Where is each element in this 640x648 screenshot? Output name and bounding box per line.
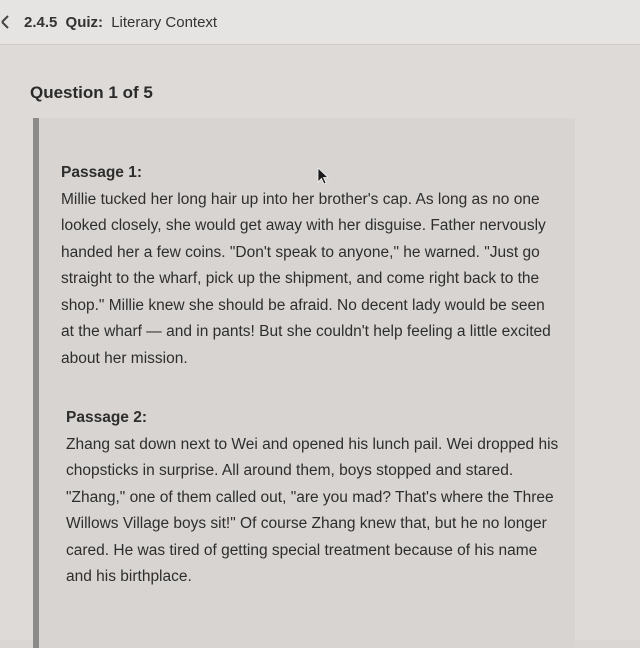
quiz-label: Quiz: — [65, 13, 104, 31]
question-counter: Question 1 of 5 — [30, 83, 153, 102]
passage-1-heading: Passage 1: — [61, 164, 142, 181]
breadcrumb — [24, 14, 217, 31]
mouse-cursor-icon — [317, 167, 329, 190]
passage-2 — [66, 405, 566, 591]
passage-1-text: Millie tucked her long hair up into her brother's cap. As long as no one looked closely, she would get away with her disguise. Father nervously handed her a few coins. "Don't speak to anyone," he warned. "Just go straight to the wharf, pick up the shipment, and come right back to the shop." Millie knew she should be afraid. No decent lady would be seen at the wharf — and in pants! But she couldn't help feeling a little excited about her mission. — [61, 190, 551, 367]
passage-2-text: Zhang sat down next to Wei and opened his lunch pail. Wei dropped his chopsticks in surprise. All around them, boys stopped and stared. "Zhang," one of them called out, "are you mad? That's where the Three Willows Village boys sit!" Of course Zhang knew that, but he no longer cared. He was tired of getting special treatment because of his name and his birthplace. — [66, 435, 559, 585]
lesson-number: 2.4.5 — [24, 13, 58, 31]
quiz-title: Literary Context — [111, 13, 218, 31]
passage-card — [33, 118, 575, 648]
passage-2-heading: Passage 2: — [66, 409, 147, 426]
top-bar — [0, 0, 640, 45]
passage-1 — [61, 160, 561, 372]
quiz-content — [0, 45, 640, 640]
back-arrow-icon[interactable] — [0, 7, 18, 37]
